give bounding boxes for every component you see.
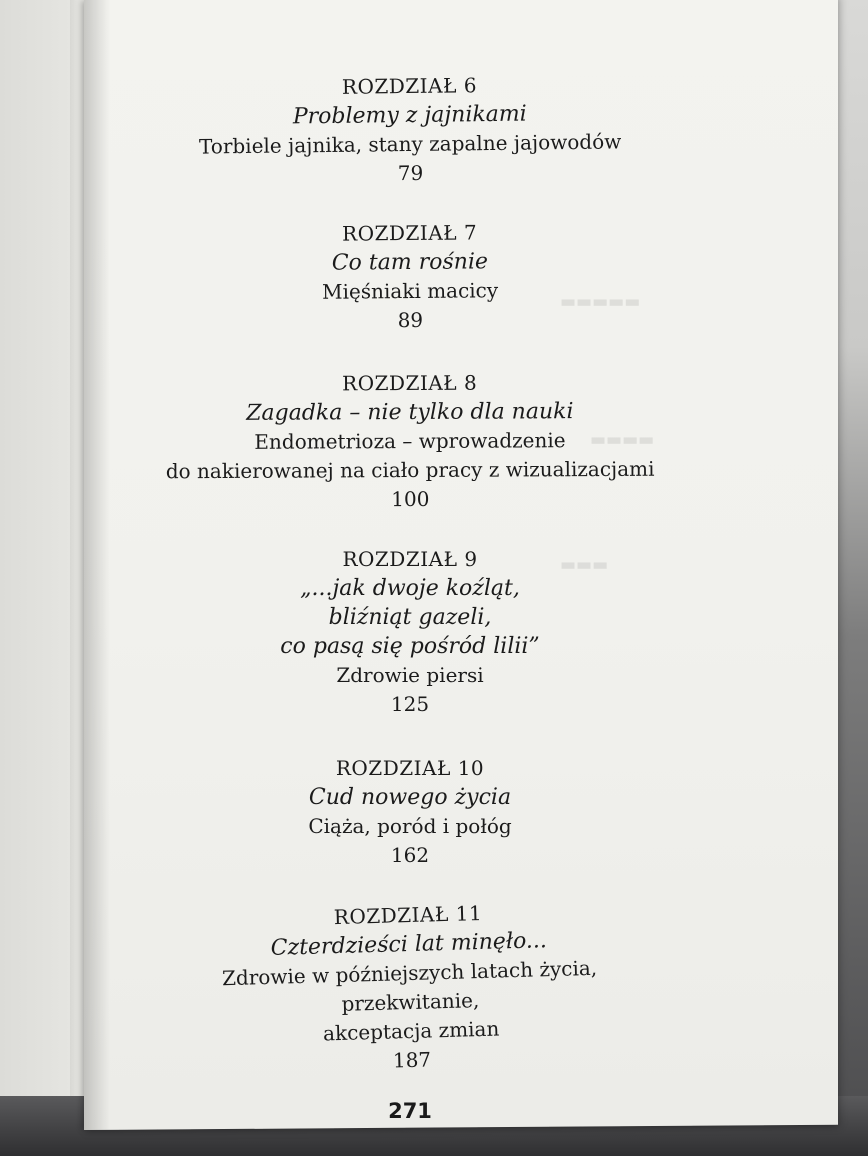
chapter-title: co pasą się pośród lilii” [280, 634, 540, 659]
chapter-title: Problemy z jajnikami [292, 101, 527, 130]
show-through-smudge: ▬▬▬▬ [590, 430, 655, 450]
show-through-smudge: ▬▬▬ [560, 555, 609, 575]
chapter-subtitle: Endometrioza – wprowadzenie [254, 428, 566, 454]
chapter-label: ROZDZIAŁ 8 [342, 370, 478, 396]
chapter-title: Cud nowego życia [308, 785, 512, 810]
chapter-subtitle: akceptacja zmian [322, 1016, 500, 1046]
chapter-title: bliźniąt gazeli, [328, 605, 492, 630]
chapter-entry [108, 893, 713, 1084]
chapter-page-number: 79 [397, 160, 424, 186]
chapter-page-number: 89 [397, 307, 424, 333]
chapter-entry [110, 545, 710, 719]
chapter-subtitle: przekwitanie, [341, 988, 480, 1016]
chapter-label: ROZDZIAŁ 9 [342, 547, 478, 571]
chapter-subtitle: Ciąża, poród i połóg [308, 814, 512, 838]
chapter-subtitle: Mięśniaki macicy [321, 278, 499, 304]
chapter-label: ROZDZIAŁ 6 [341, 73, 478, 99]
chapter-page-number: 125 [390, 692, 430, 716]
chapter-subtitle: Torbiele jajnika, stany zapalne jajowodów [198, 129, 622, 159]
chapter-label: ROZDZIAŁ 7 [341, 220, 478, 246]
chapter-subtitle: Zdrowie piersi [336, 663, 484, 687]
chapter-subtitle: do nakierowanej na ciało pracy z wizualizacjami [165, 456, 655, 484]
chapter-label: ROZDZIAŁ 10 [335, 756, 485, 780]
chapter-label: ROZDZIAŁ 11 [333, 900, 483, 930]
chapter-page-number: 187 [392, 1047, 432, 1073]
chapter-entry [110, 754, 710, 870]
chapter-entry [109, 68, 710, 191]
chapter-title: Zagadka – nie tylko dla nauki [246, 399, 574, 426]
chapter-subtitle: Zdrowie w późniejszych latach życia, [221, 955, 598, 991]
show-through-smudge: ▬▬▬▬▬ [560, 292, 641, 312]
chapter-page-number: 100 [391, 486, 430, 512]
chapter-entry [110, 216, 711, 337]
chapter-title: „...jak dwoje koźląt, [300, 576, 520, 601]
chapter-entry [110, 367, 711, 515]
chapter-title: Czterdzieści lat minęło... [270, 928, 548, 961]
page-folio-number: 271 [388, 1099, 432, 1123]
chapter-title: Co tam rośnie [331, 249, 489, 276]
chapter-page-number: 162 [390, 843, 430, 867]
